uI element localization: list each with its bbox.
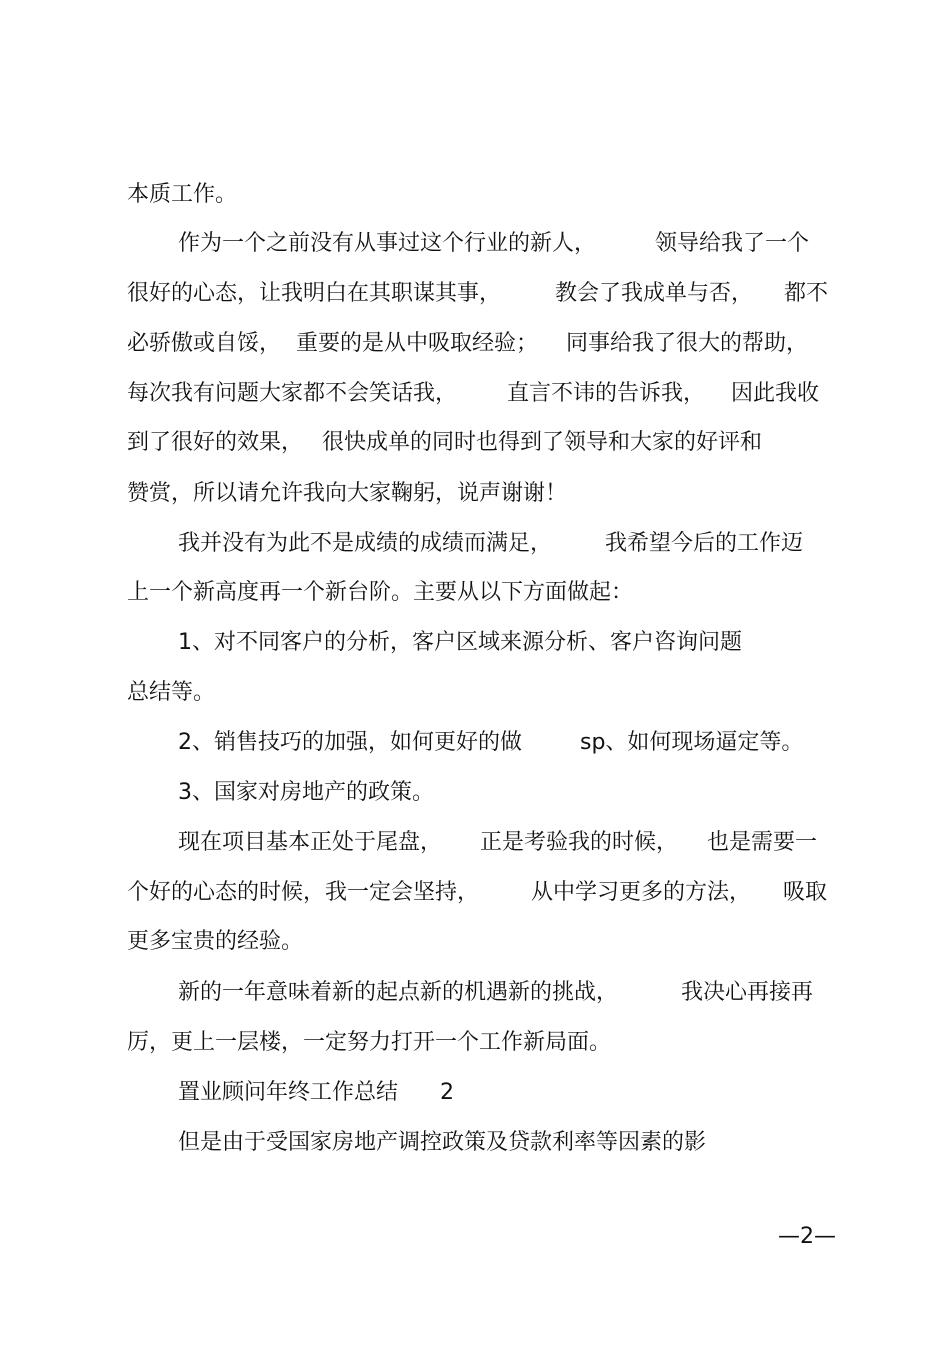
text-segment: 到了很好的效果，: [127, 430, 304, 455]
text-segment: 1、对不同客户的分析，客户区域来源分析、客户咨询问题: [178, 630, 742, 655]
text-segment: 现在项目基本正处于尾盘，: [178, 830, 443, 855]
text-segment: 我并没有为此不是成绩的成绩而满足，: [178, 531, 553, 556]
text-segment: 从中学习更多的方法，: [531, 880, 752, 905]
text-segment: 每次我有问题大家都不会笑话我，: [127, 381, 458, 406]
text-segment: 作为一个之前没有从事过这个行业的新人，: [178, 231, 597, 256]
text-segment: 2、销售技巧的加强，如何更好的做: [178, 730, 522, 755]
text-segment: sp、如何现场逼定等。: [580, 730, 804, 755]
text-segment: 本质工作。: [127, 182, 238, 207]
text-segment: 3、国家对房地产的政策。: [178, 780, 434, 805]
text-segment: 赞赏，所以请允许我向大家鞠躬，说声谢谢！: [127, 481, 568, 506]
text-segment: 个好的心态的时候，我一定会坚持，: [127, 880, 480, 905]
page-number: —2—: [778, 1224, 836, 1249]
text-segment: 领导给我了一个: [655, 231, 810, 256]
text-segment: 直言不讳的告诉我，: [507, 381, 706, 406]
text-segment: 上一个新高度再一个新台阶。主要从以下方面做起：: [127, 580, 634, 605]
text-segment: 更多宝贵的经验。: [127, 929, 304, 954]
text-segment: 我决心再接再: [681, 980, 814, 1005]
text-segment: 也是需要一: [707, 830, 818, 855]
text-segment: 都不: [784, 281, 829, 306]
heading-text: 置业顾问年终工作总结: [178, 1080, 399, 1105]
text-segment: 教会了我成单与否，: [555, 281, 754, 306]
text-segment: 很好的心态，让我明白在其职谋其事，: [127, 281, 502, 306]
text-segment: 同事给我了很大的帮助，: [566, 331, 809, 356]
text-segment: 重要的是从中吸取经验；: [296, 331, 539, 356]
text-segment: 吸取: [783, 880, 828, 905]
text-segment: 正是考验我的时候，: [480, 830, 679, 855]
text-segment: 但是由于受国家房地产调控政策及贷款利率等因素的影: [178, 1130, 707, 1155]
text-segment: 很快成单的同时也得到了领导和大家的好评和: [322, 430, 763, 455]
text-segment: 新的一年意味着新的起点新的机遇新的挑战，: [178, 980, 619, 1005]
heading-number: 2: [440, 1080, 454, 1105]
text-segment: 因此我收: [731, 381, 820, 406]
text-segment: 我希望今后的工作迈: [605, 531, 804, 556]
text-segment: 必骄傲或自馁，: [127, 331, 282, 356]
text-segment: 总结等。: [127, 680, 216, 705]
text-segment: 厉，更上一层楼，一定努力打开一个工作新局面。: [127, 1030, 612, 1055]
